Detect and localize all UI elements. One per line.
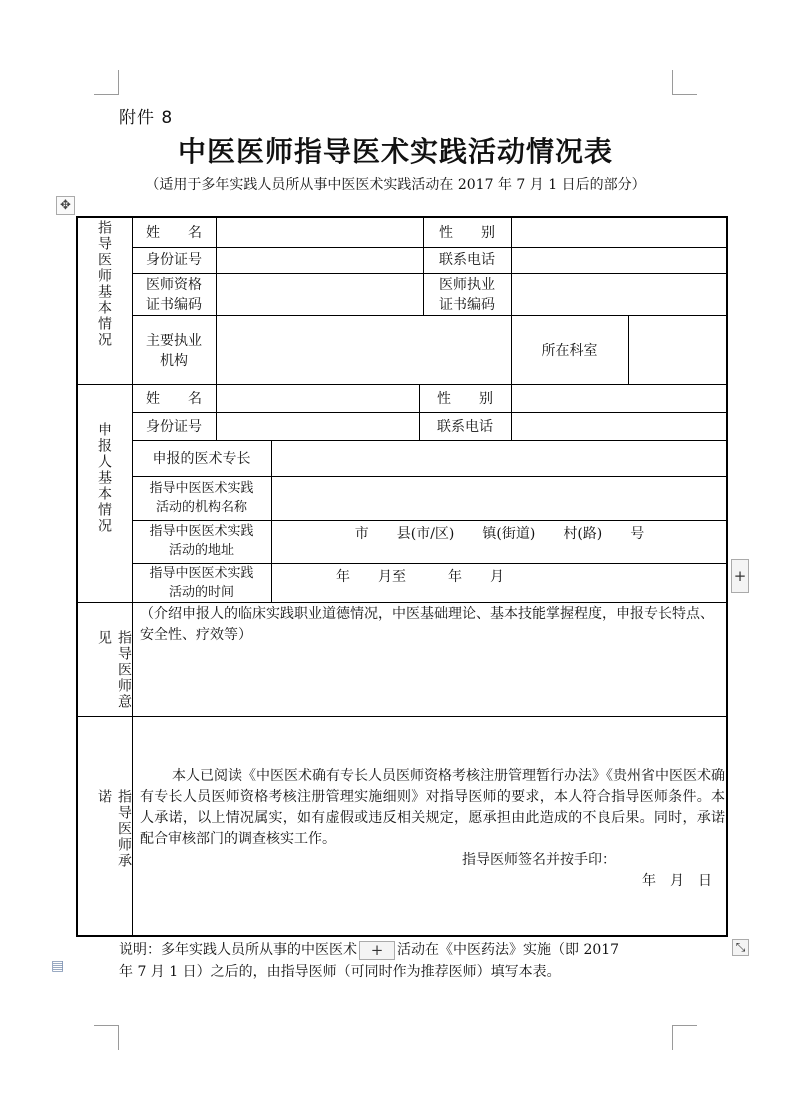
mentor-institution-label-line1: 主要执业: [146, 333, 202, 349]
note-line-1: [119, 939, 679, 961]
applicant-address-label-line1: 指导中医医术实践: [149, 524, 254, 539]
applicant-time-label-line1: 指导中医医术实践: [149, 566, 254, 581]
add-row-button[interactable]: +: [359, 941, 395, 960]
application-form-table: [76, 216, 728, 937]
table-move-handle-icon[interactable]: ✥: [56, 196, 75, 215]
crop-mark-top-left: [94, 70, 119, 95]
applicant-time-value: 年 月至 年 月: [336, 569, 504, 585]
applicant-address-label-line2: 活动的地址: [168, 543, 234, 558]
explanatory-note: [119, 939, 679, 983]
mentor-institution-label: [132, 331, 216, 371]
promise-date: 年 月 日: [642, 873, 712, 889]
note-line-1-part2: 活动在《中医药法》实施（即 2017: [397, 942, 620, 958]
applicant-id-label: 身份证号: [146, 419, 202, 435]
applicant-address-label: [132, 522, 271, 560]
applicant-org-label-line2: 活动的机构名称: [155, 500, 247, 515]
note-line-1-part1: 说明：多年实践人员所从事的中医医术: [119, 942, 357, 958]
mentor-opinion-prompt: （介绍申报人的临床实践职业道德情况，中医基础理论、基本技能掌握程度，申报专长特点、安全性、疗效等）: [140, 606, 714, 643]
applicant-gender-label: 性 别: [437, 391, 493, 407]
applicant-org-label: [132, 479, 271, 517]
add-column-button[interactable]: +: [731, 559, 749, 593]
mentor-practice-cert-label-line2: 证书编码: [439, 297, 495, 313]
applicant-specialty-label: 申报的医术专长: [152, 451, 251, 467]
crop-mark-bottom-right: [672, 1025, 697, 1050]
mentor-gender-label: 性 别: [439, 225, 495, 241]
mentor-practice-cert-label-line1: 医师执业: [439, 277, 495, 293]
crop-mark-bottom-left: [94, 1025, 119, 1050]
note-line-2: 年 7 月 1 日）之后的，由指导医师（可同时作为推荐医师）填写本表。: [119, 964, 561, 980]
mentor-institution-label-line2: 机构: [160, 353, 188, 369]
mentor-id-label: 身份证号: [146, 252, 202, 268]
mentor-signature-label: 指导医师签名并按手印：: [462, 852, 616, 868]
page-subtitle: （适用于多年实践人员所从事中医医术实践活动在 2017 年 7 月 1 日后的部分）: [145, 177, 646, 193]
page-title: 中医医师指导医术实践活动情况表: [177, 135, 613, 168]
document-icon[interactable]: ▤: [51, 958, 65, 974]
applicant-org-label-line1: 指导中医医术实践: [149, 481, 254, 496]
section-mentor-basic: 指导医师基本情况: [96, 220, 112, 348]
mentor-qual-cert-label-line1: 医师资格: [146, 277, 202, 293]
section-mentor-opinion: 指导医师意见: [96, 630, 132, 710]
annex-label: 附件 8: [119, 108, 174, 128]
mentor-promise-text: 本人已阅读《中医医术确有专长人员医师资格考核注册管理暂行办法》《贵州省中医医术确有专长人员医师资格考核注册管理实施细则》对指导医师的要求，本人符合指导医师条件。本人承诺，以上情况属实，如有虚假或违反相关规定，愿承担由此造成的不良后果。同时，承诺配合审核部门的调查核实工作。: [140, 768, 725, 847]
resize-table-handle-icon[interactable]: ⤡: [732, 939, 749, 956]
applicant-phone-label: 联系电话: [437, 419, 493, 435]
applicant-time-label-line2: 活动的时间: [168, 585, 234, 600]
applicant-name-label: 姓 名: [146, 391, 202, 407]
mentor-phone-label: 联系电话: [439, 252, 495, 268]
mentor-department-label: 所在科室: [541, 343, 598, 359]
applicant-time-label: [132, 564, 271, 602]
section-applicant-basic: 申报人基本情况: [96, 422, 112, 534]
applicant-address-value: 市 县(市/区) 镇(街道) 村(路) 号: [354, 526, 645, 542]
section-mentor-promise: 指导医师承诺: [96, 789, 132, 869]
mentor-qual-cert-label: [132, 275, 216, 315]
mentor-qual-cert-label-line2: 证书编码: [146, 297, 202, 313]
mentor-name-label: 姓 名: [146, 225, 202, 241]
crop-mark-top-right: [672, 70, 697, 95]
mentor-practice-cert-label: [423, 275, 511, 315]
